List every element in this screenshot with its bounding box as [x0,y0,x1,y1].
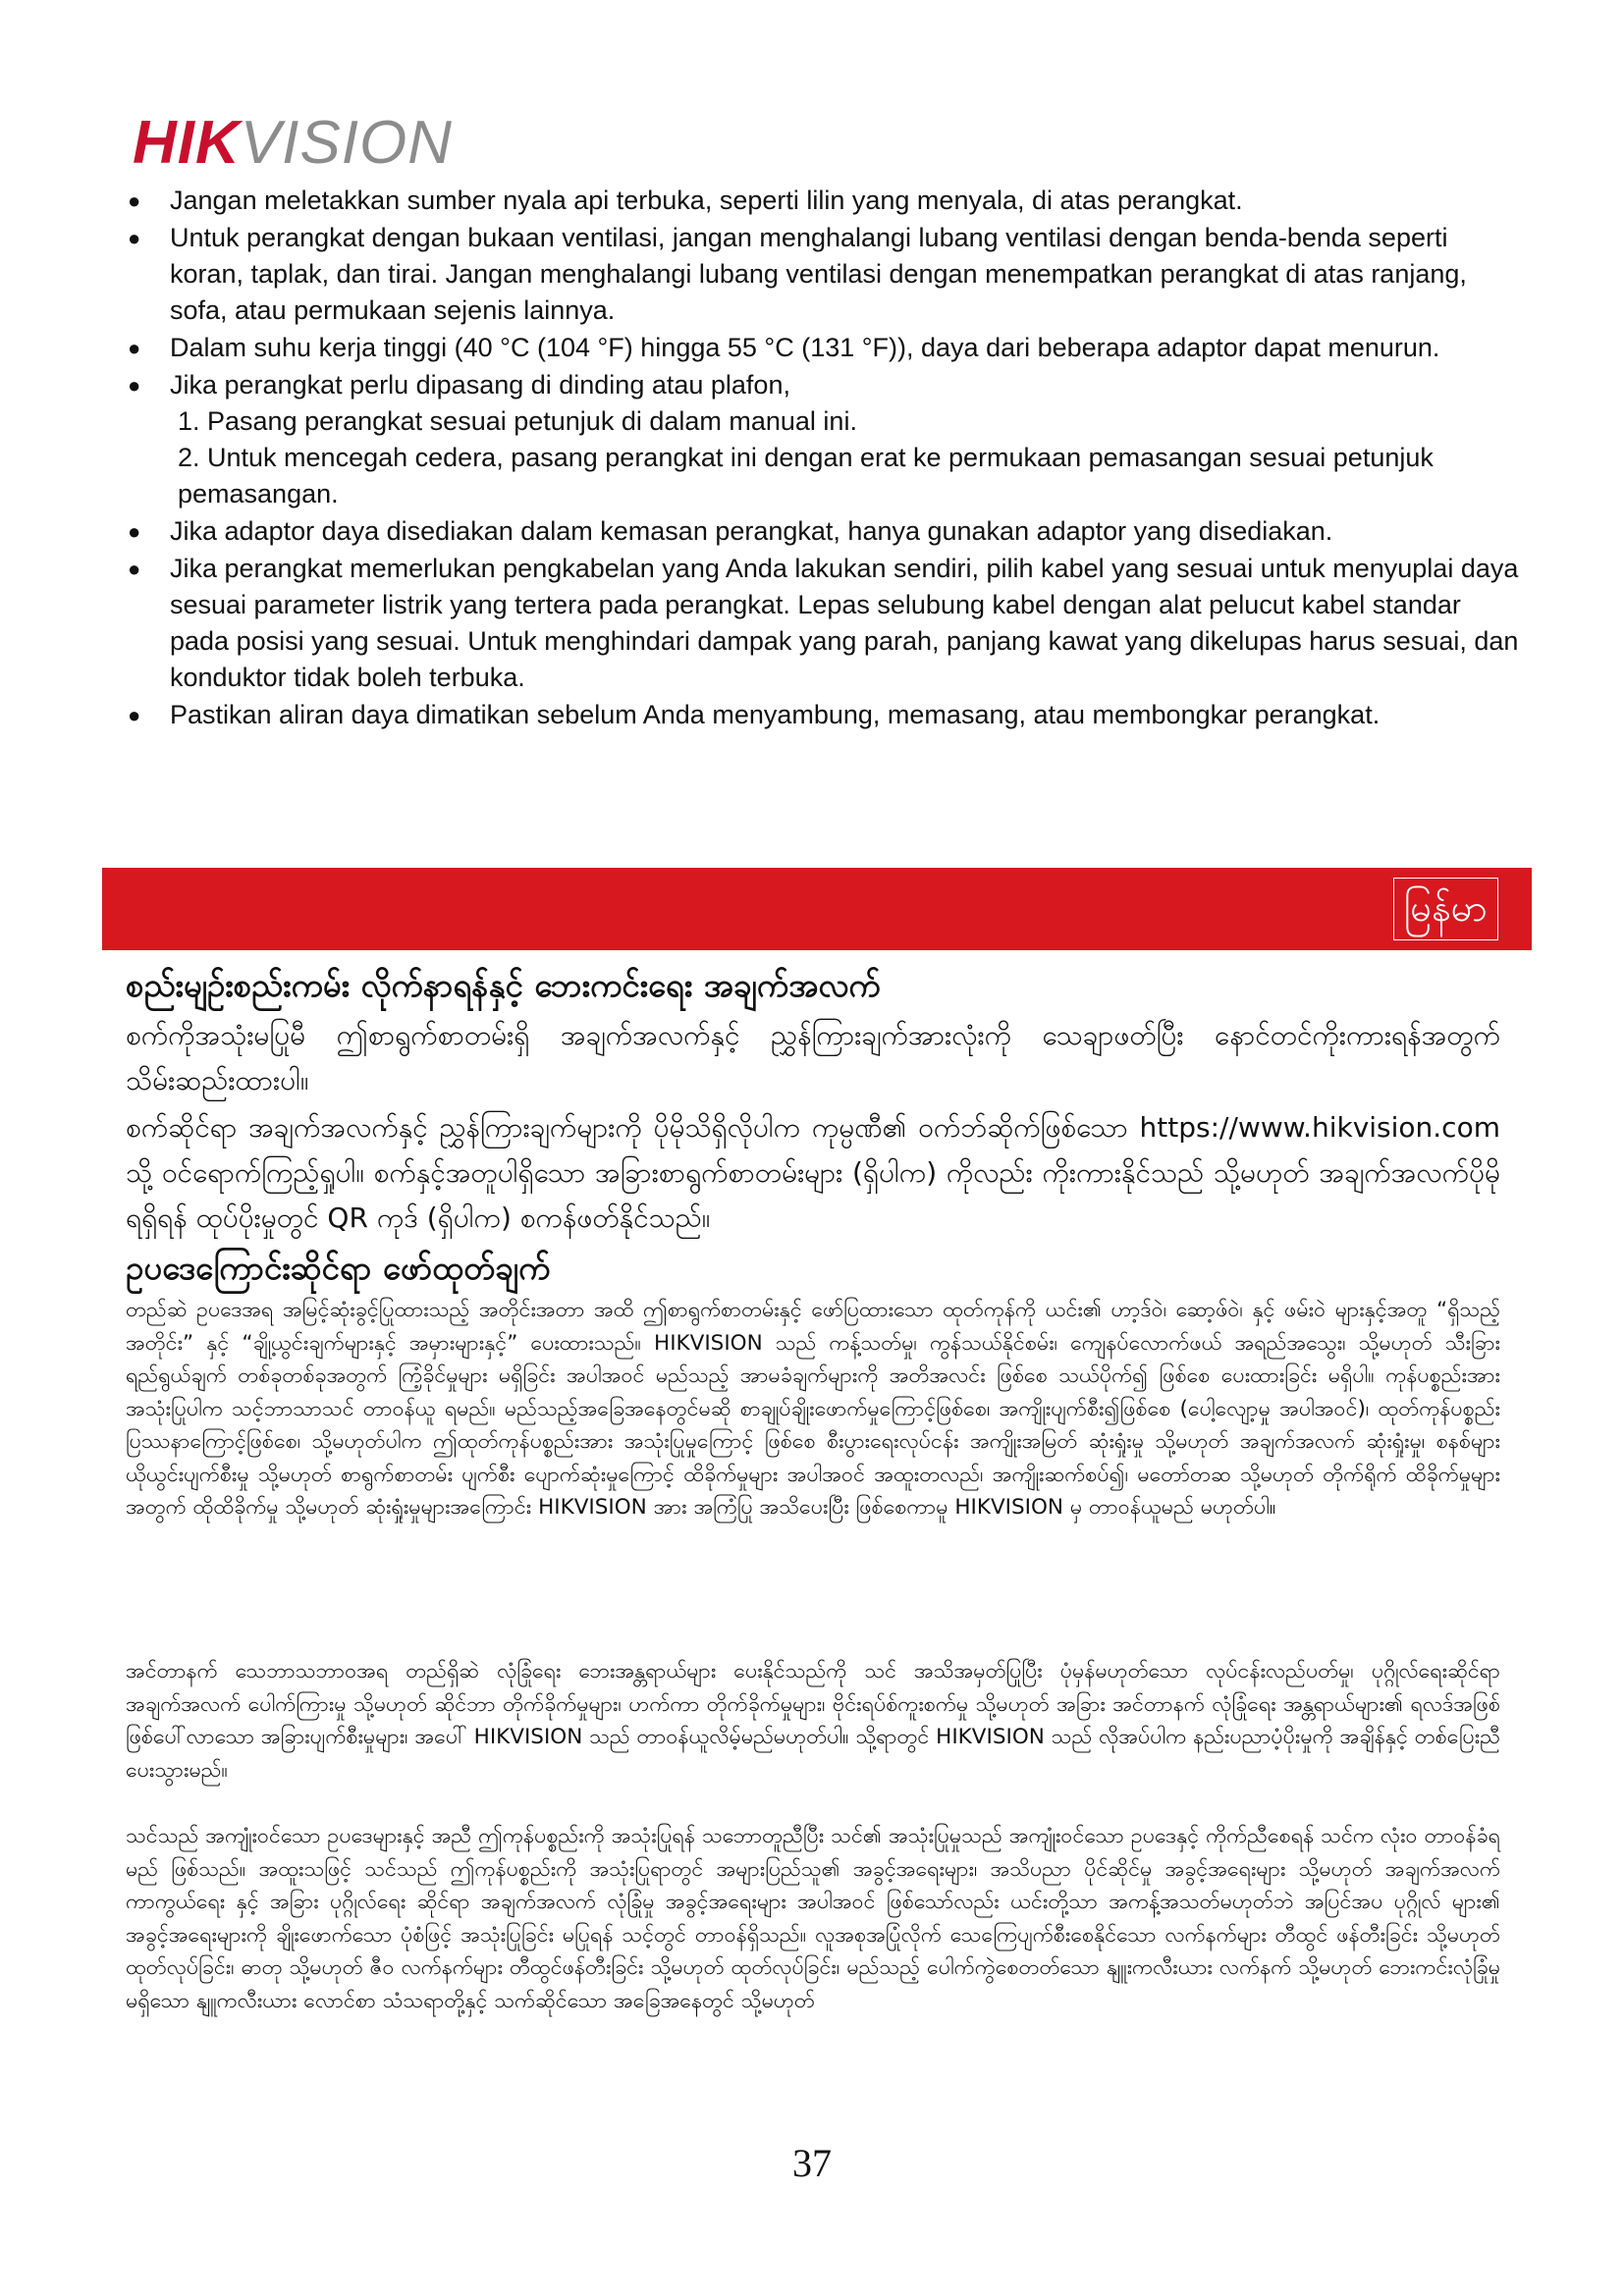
language-banner [102,868,1532,950]
intro-paragraph-2: စက်ဆိုင်ရာ အချက်အလက်နှင့် ညွှန်ကြားချက်များကို ပိုမိုသိရှိလိုပါက ကုမ္ပဏီ၏ ဝက်ဘ်ဆိုက်ဖြစ်သော https://www.hikvision.com သို့ ဝင်ရောက်ကြည့်ရှုပါ။ စက်နှင့်အတူပါရှိသော အခြားစာရွက်စာတမ်းများ (ရှိပါက) ကိုလည်း ကိုးကားနိုင်သည် သို့မဟုတ် အချက်အလက်ပိုမိုရရှိရန် ထုပ်ပိုးမှုတွင် QR ကုဒ် (ရှိပါက) စကန်ဖတ်နိုင်သည်။ [126,1111,1500,1234]
logo-hik: HIK [133,109,241,177]
bullet-text: Jangan meletakkan sumber nyala api terbuka, seperti lilin yang menyala, di atas perangkat. [170,186,1243,215]
page-number: 37 [792,2141,832,2185]
bullet-item [126,367,1520,512]
bullet-item [126,183,1520,219]
bullet-text: Dalam suhu kerja tinggi (40 °C (104 °F) hingga 55 °C (131 °F)), daya dari beberapa adaptor dapat menurun. [170,333,1440,362]
bullet-subitem: 1. Pasang perangkat sesuai petunjuk di dalam manual ini. [178,406,857,436]
bullet-text: Pastikan aliran daya dimatikan sebelum Anda menyambung, memasang, atau membongkar perangkat. [170,700,1380,729]
bullet-subitem: 2. Untuk mencegah cedera, pasang perangkat ini dengan erat ke permukaan pemasangan sesuai petunjuk pemasangan. [178,443,1434,508]
bullet-text: Jika perangkat memerlukan pengkabelan yang Anda lakukan sendiri, pilih kabel yang sesuai untuk menyuplai daya sesuai parameter listrik yang tertera pada perangkat. Lepas selubung kabel dengan alat pelucut kabel standar pada posisi yang sesuai. Untuk menghindari dampak yang parah, panjang kawat yang dikelupas harus sesuai, dan konduktor tidak boleh terbuka. [170,554,1519,692]
bullet-item [126,513,1520,550]
bullet-item [126,330,1520,366]
legal-paragraph-2: အင်တာနက် သေဘာသဘာဝအရ တည်ရှိဆဲ လုံခြုံရေး ဘေးအန္တရာယ်များ ပေးနိုင်သည်ကို သင် အသိအမှတ်ပြုပြီး ပုံမှန်မဟုတ်သော လုပ်ငန်းလည်ပတ်မှု၊ ပုဂ္ဂိုလ်ရေးဆိုင်ရာ အချက်အလက် ပေါက်ကြားမှု သို့မဟုတ် ဆိုင်ဘာ တိုက်ခိုက်မှုများ၊ ဟက်ကာ တိုက်ခိုက်မှုများ၊ ဗိုင်းရပ်စ်ကူးစက်မှု သို့မဟုတ် အခြား အင်တာနက် လုံခြုံရေး အန္တရာယ်များ၏ ရလဒ်အဖြစ် ဖြစ်ပေါ်လာသော အခြားပျက်စီးမှုများ၊ အပေါ် HIKVISION သည် တာဝန်ယူလိမ့်မည်မဟုတ်ပါ။ သို့ရာတွင် HIKVISION သည် လိုအပ်ပါက နည်းပညာပံ့ပိုးမှုကို အချိန်နှင့် တစ်ပြေးညီပေးသွားမည်။ [126,1659,1500,1783]
legal-paragraph-3: သင်သည် အကျုံးဝင်သော ဥပဒေများနှင့် အညီ ဤကုန်ပစ္စည်းကို အသုံးပြုရန် သဘောတူညီပြီး သင်၏ အသုံးပြုမှုသည် အကျုံးဝင်သော ဥပဒေနှင့် ကိုက်ညီစေရန် သင်က လုံးဝ တာဝန်ခံရမည် ဖြစ်သည်။ အထူးသဖြင့် သင်သည် ဤကုန်ပစ္စည်းကို အသုံးပြုရာတွင် အများပြည်သူ၏ အခွင့်အရေးများ၊ အသိပညာ ပိုင်ဆိုင်မှု အခွင့်အရေးများ သို့မဟုတ် အချက်အလက် ကာကွယ်ရေး နှင့် အခြား ပုဂ္ဂိုလ်ရေး ဆိုင်ရာ အချက်အလက် လုံခြုံမှု အခွင့်အရေးများ အပါအဝင် ဖြစ်သော်လည်း ယင်းတို့သာ အကန့်အသတ်မဟုတ်ဘဲ အပြင်အပ ပုဂ္ဂိုလ် များ၏ အခွင့်အရေးများကို ချိုးဖောက်သော ပုံစံဖြင့် အသုံးပြုခြင်း မပြုရန် သင့်တွင် တာဝန်ရှိသည်။ လူအစုအပြုံလိုက် သေကြေပျက်စီးစေနိုင်သော လက်နက်များ တီထွင် ဖန်တီးခြင်း သို့မဟုတ် ထုတ်လုပ်ခြင်း၊ ဓာတု သို့မဟုတ် ဇီဝ လက်နက်များ တီထွင်ဖန်တီးခြင်း သို့မဟုတ် ထုတ်လုပ်ခြင်း၊ မည်သည့် ပေါက်ကွဲစေတတ်သော နျူးကလီးယား လက်နက် သို့မဟုတ် ဘေးကင်းလုံခြုံမှု မရှိသော နျူကလီးယား လောင်စာ သံသရာတို့နှင့် သက်ဆိုင်သော အခြေအနေတွင် သို့မဟုတ် [126,1824,1500,2013]
intro-paragraph-1: စက်ကိုအသုံးမပြုမီ ဤစာရွက်စာတမ်းရှိ အချက်အလက်နှင့် ညွှန်ကြားချက်အားလုံးကို သေချာဖတ်ပြီး နောင်တင်ကိုးကားရန်အတွက် သိမ်းဆည်းထားပါ။ [126,1019,1500,1096]
safety-bullet-list [126,183,1520,734]
bullet-item [126,697,1520,733]
legal-paragraph-1: တည်ဆဲ ဥပဒေအရ အမြင့်ဆုံးခွင့်ပြုထားသည့် အတိုင်းအတာ အထိ ဤစာရွက်စာတမ်းနှင့် ဖော်ပြထားသော ထုတ်ကုန်ကို ယင်း၏ ဟာ့ဒ်ဝဲ၊ ဆော့ဖ်ဝဲ၊ နှင့် ဖမ်းဝဲ များနှင့်အတူ “ရှိသည့်အတိုင်း” နှင့် “ချို့ယွင်းချက်များနှင့် အမှားများနှင့်” ပေးထားသည်။ HIKVISION သည် ကန့်သတ်မှု၊ ကွန်သယ်နိုင်စမ်း၊ ကျေနပ်လောက်ဖယ် အရည်အသွေး၊ သို့မဟုတ် သီးခြားရည်ရွယ်ချက် တစ်ခုတစ်ခုအတွက် ကြံ့ခိုင်မှုများ မရှိခြင်း အပါအဝင် မည်သည့် အာမခံချက်များကို အတိအလင်း ဖြစ်စေ သယ်ပိုက်၍ ဖြစ်စေ ပေးထားခြင်း မရှိပါ။ ကုန်ပစ္စည်းအား အသုံးပြုပါက သင့်ဘာသာသင် တာဝန်ယူ ရမည်။ မည်သည့်အခြေအနေတွင်မဆို စာချုပ်ချိုးဖောက်မှုကြောင့်ဖြစ်စေ၊ အကျိုးပျက်စီး၍ဖြစ်စေ (ပေါ့လျော့မှု အပါအဝင်)၊ ထုတ်ကုန်ပစ္စည်း ပြဿနာကြောင့်ဖြစ်စေ၊ သို့မဟုတ်ပါက ဤထုတ်ကုန်ပစ္စည်းအား အသုံးပြုမှုကြောင့် ဖြစ်စေ စီးပွားရေးလုပ်ငန်း အကျိုးအမြတ် ဆုံးရှုံးမှု သို့မဟုတ် အချက်အလက် ဆုံးရှုံးမှု၊ စနစ်များ ယိုယွင်းပျက်စီးမှု သို့မဟုတ် စာရွက်စာတမ်း ပျက်စီး ပျောက်ဆုံးမှုကြောင့် ထိခိုက်မှုများ အပါအဝင် အထူးတလည်၊ အကျိုးဆက်စပ်၍၊ မတော်တဆ သို့မဟုတ် တိုက်ရိုက် ထိခိုက်မှုများအတွက် ထိုထိခိုက်မှု သို့မဟုတ် ဆုံးရှုံးမှုများအကြောင်း HIKVISION အား အကြံပြု အသိပေးပြီး ဖြစ်စေကာမူ HIKVISION မှ တာဝန်ယူမည် မဟုတ်ပါ။ [126,1298,1500,1520]
bullet-item [126,551,1520,696]
legal-disclaimer-title: ဥပဒေကြောင်းဆိုင်ရာ ဖော်ထုတ်ချက် [126,1249,551,1287]
hikvision-logo [133,108,453,178]
bullet-text: Jika perangkat perlu dipasang di dinding atau plafon, [170,370,790,400]
section-title: စည်းမျဉ်းစည်းကမ်း လိုက်နာရန်နှင့် ဘေးကင်းရေး အချက်အလက် [126,966,881,1004]
logo-vision: VISION [240,109,453,177]
bullet-text: Untuk perangkat dengan bukaan ventilasi, jangan menghalangi lubang ventilasi dengan benda-benda seperti koran, taplak, dan tirai. Jangan menghalangi lubang ventilasi dengan menempatkan perangkat di atas ranjang, sofa, atau permukaan sejenis lainnya. [170,223,1467,325]
bullet-item [126,220,1520,329]
bullet-text: Jika adaptor daya disediakan dalam kemasan perangkat, hanya gunakan adaptor yang disediakan. [170,516,1333,546]
language-label: မြန်မာ [1393,878,1498,940]
